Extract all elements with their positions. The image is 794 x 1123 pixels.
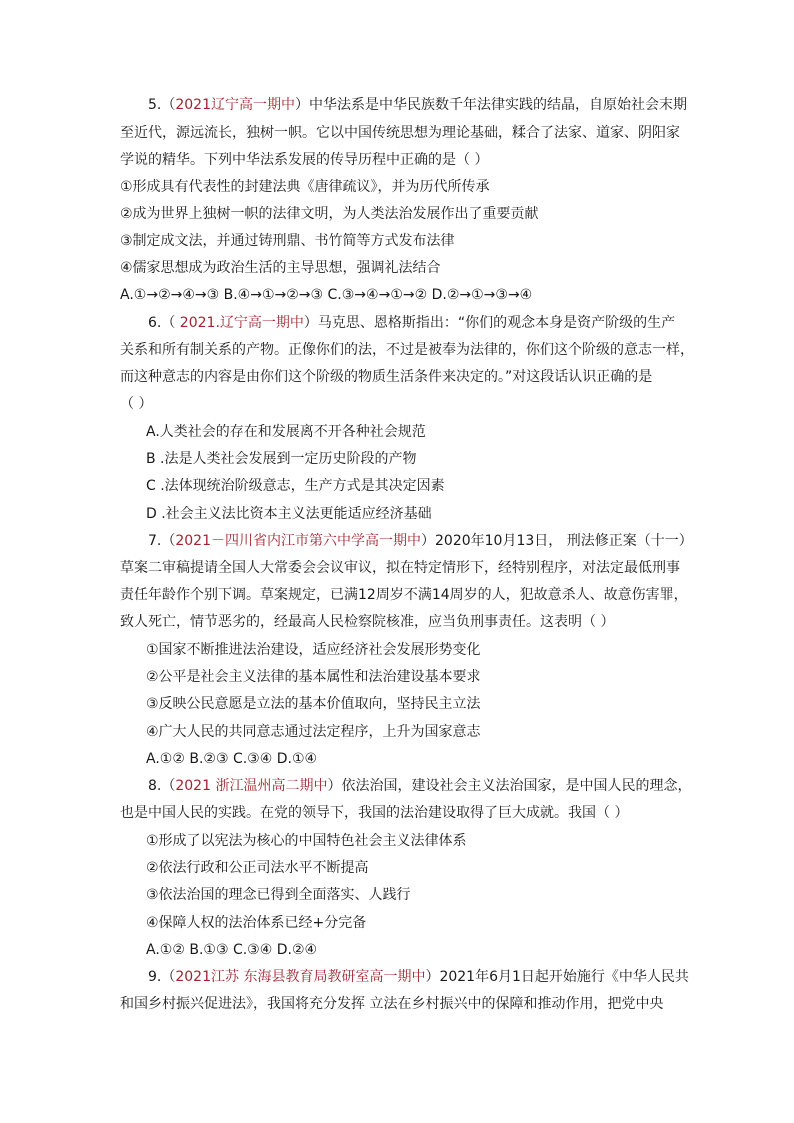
q5-stem-line-2: 至近代，源远流长，独树一帜。它以中国传统思想为理论基础，糅合了法家、道家、阴阳家	[120, 125, 680, 141]
q5-source-close: ）	[295, 97, 309, 113]
q6-stem-text-1: 马克思、恩格斯指出：“你们的观念本身是资产阶级的生产	[317, 315, 676, 331]
q9-stem-line-2: 和国乡村振兴促进法》，我国将充分发挥 立法在乡村振兴中的保障和推动作用，把党中央	[120, 996, 664, 1012]
q5-item-3: ③制定成文法，并通过铸刑鼎、书竹简等方式发布法律	[120, 233, 455, 249]
q7-item-2: ②公平是社会主义法律的基本属性和法治建设基本要求	[146, 669, 481, 685]
q6-stem-line-2: 关系和所有制关系的产物。正像你们的法，不过是被奉为法律的，你们这个阶级的意志一样，	[120, 342, 694, 358]
q5-source-open: （	[161, 97, 176, 113]
q8-item-3: ③依法治国的理念已得到全面落实、人践行	[146, 887, 411, 903]
q8-item-2: ②依法行政和公正司法水平不断提高	[146, 860, 369, 876]
q7-number: 7.（	[148, 533, 176, 549]
q5-options: A.①→②→④→③ B.④→①→②→③ C.③→④→①→② D.②→①→③→④	[120, 287, 533, 303]
q7-options: A.①② B.②③ C.③④ D.①④	[146, 751, 318, 767]
q9-source-close: ）	[425, 969, 440, 985]
q9-stem-text-1: 2021年6月1日起开始施行《中华人民共	[439, 969, 689, 985]
q8-item-1: ①形成了以宪法为核心的中国特色社会主义法律体系	[146, 833, 467, 849]
q8-number: 8.（	[148, 778, 176, 794]
q8-stem-line-2: 也是中国人民的实践。在党的领导下，我国的法治建设取得了巨大成就。我国（ ）	[120, 805, 629, 821]
q7-stem-line-4: 致人死亡，情节恶劣的，经最高人民检察院核准，应当负刑事责任。这表明（ ）	[120, 614, 615, 630]
q7-item-1: ①国家不断推进法治建设，适应经济社会发展形势变化	[146, 642, 481, 658]
q6-number: 6.（	[148, 315, 176, 331]
q5-number: 5.	[148, 97, 162, 113]
q7-item-4: ④广大人民的共同意志通过法定程序，上升为国家意志	[146, 724, 481, 740]
q9-stem-line-1	[148, 967, 689, 987]
q5-item-1: ①形成具有代表性的封建法典《唐律疏议》，并为历代所传承	[120, 179, 490, 195]
q6-source-close: ）	[303, 315, 318, 331]
q7-source: 2021－四川省内江市第六中学高一期中	[175, 533, 421, 549]
q8-source: 2021 浙江温州高二期中	[175, 778, 328, 794]
q5-stem-line-1	[148, 95, 687, 115]
q6-option-b: B .法是人类社会发展到一定历史阶段的产物	[146, 451, 417, 467]
q8-stem-text-1: 依法治国，建设社会主义法治国家，是中国人民的理念，	[341, 778, 692, 794]
q9-source: 2021江苏 东海县教育局教研室高一期中	[175, 969, 426, 985]
q6-option-a: A.人类社会的存在和发展离不开各种社会规范	[146, 424, 426, 440]
q6-option-c: C .法体现统治阶级意志，生产方式是其决定因素	[146, 478, 445, 494]
q6-stem-line-3: 而这种意志的内容是由你们这个阶级的物质生活条件来决定的。”对这段话认识正确的是	[120, 369, 653, 385]
q7-source-close: ）	[421, 533, 435, 549]
q8-item-4: ④保障人权的法治体系已经+分完备	[146, 915, 367, 931]
q8-options: A.①② B.①③ C.③④ D.②④	[146, 942, 318, 958]
q7-stem-line-2: 草案二审稿提请全国人大常委会会议审议，拟在特定情形下，经特别程序，对法定最低刑事	[120, 560, 680, 576]
q6-stem-line-1	[148, 313, 675, 333]
q5-stem-text-1: 中华法系是中华民族数千年法律实践的结晶，自原始社会末期	[309, 97, 687, 113]
q5-item-4: ④儒家思想成为政治生活的主导思想，强调礼法结合	[120, 260, 441, 276]
q5-stem-line-3: 学说的精华。下列中华法系发展的传导历程中正确的是（ ）	[120, 152, 489, 168]
q7-stem-line-3: 责任年龄作个别下调。草案规定，已满12周岁不满14周岁的人，犯故意杀人、故意伤害罪，	[120, 587, 688, 603]
q7-item-3: ③反映公民意愿是立法的基本价值取向，坚持民主立法	[146, 696, 481, 712]
q6-stem-line-4: （ ）	[120, 396, 153, 412]
q6-option-d: D .社会主义法比资本主义法更能适应经济基础	[146, 506, 432, 522]
q8-stem-line-1	[148, 776, 691, 796]
q7-stem-line-1	[148, 531, 693, 551]
q8-source-close: ）	[327, 778, 342, 794]
q6-source: 2021.辽宁高一期中	[175, 315, 304, 331]
q7-stem-text-1: 2020年10月13日， 刑法修正案（十一）	[435, 533, 693, 549]
q9-number: 9.（	[148, 969, 176, 985]
q5-source: 2021辽宁高一期中	[175, 97, 295, 113]
q5-item-2: ②成为世界上独树一帜的法律文明，为人类法治发展作出了重要贡献	[120, 206, 539, 222]
